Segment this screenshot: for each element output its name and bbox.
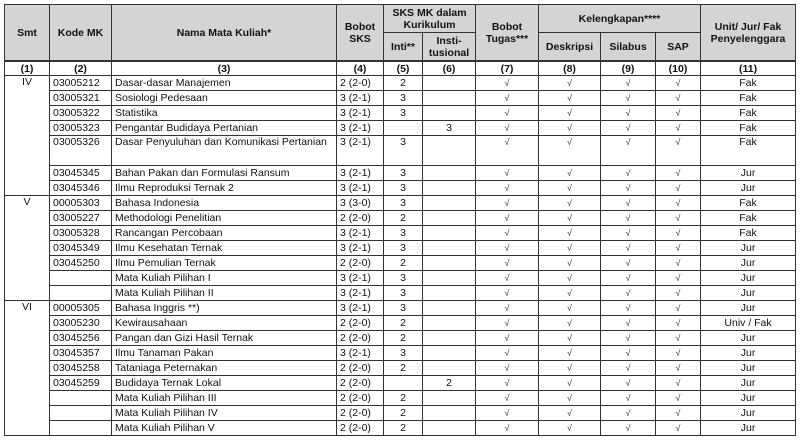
bobot-sks-cell: 2 (2-0) bbox=[337, 406, 384, 421]
kode-mk-cell: 00005305 bbox=[50, 301, 112, 316]
bobot-sks-cell: 3 (2-1) bbox=[337, 106, 384, 121]
inti-cell: 3 bbox=[384, 226, 423, 241]
deskripsi-check-icon: √ bbox=[539, 271, 601, 286]
header-bobot-sks: Bobot SKS bbox=[337, 5, 384, 62]
bobot-sks-cell: 2 (2-0) bbox=[337, 361, 384, 376]
table-row bbox=[5, 271, 796, 286]
table-row bbox=[5, 76, 796, 91]
institusional-cell bbox=[423, 196, 476, 211]
sap-check-icon: √ bbox=[656, 286, 701, 301]
deskripsi-check-icon: √ bbox=[539, 181, 601, 196]
unit-cell: Jur bbox=[701, 331, 796, 346]
unit-cell: Jur bbox=[701, 256, 796, 271]
nama-mk-cell: Tataniaga Peternakan bbox=[112, 361, 337, 376]
table-row bbox=[5, 121, 796, 136]
column-number: (2) bbox=[50, 61, 112, 76]
bobot-tugas-check-icon: √ bbox=[476, 166, 539, 181]
silabus-check-icon: √ bbox=[601, 166, 656, 181]
bobot-tugas-check-icon: √ bbox=[476, 376, 539, 391]
deskripsi-check-icon: √ bbox=[539, 301, 601, 316]
kode-mk-cell: 03045250 bbox=[50, 256, 112, 271]
unit-cell: Fak bbox=[701, 121, 796, 136]
inti-cell: 2 bbox=[384, 316, 423, 331]
bobot-sks-cell: 3 (2-1) bbox=[337, 346, 384, 361]
silabus-check-icon: √ bbox=[601, 316, 656, 331]
sap-check-icon: √ bbox=[656, 241, 701, 256]
column-number: (7) bbox=[476, 61, 539, 76]
institusional-cell bbox=[423, 91, 476, 106]
bobot-sks-cell: 3 (2-1) bbox=[337, 166, 384, 181]
kode-mk-cell: 03005230 bbox=[50, 316, 112, 331]
bobot-tugas-check-icon: √ bbox=[476, 106, 539, 121]
bobot-tugas-check-icon: √ bbox=[476, 136, 539, 166]
sap-check-icon: √ bbox=[656, 181, 701, 196]
table-row bbox=[5, 301, 796, 316]
sap-check-icon: √ bbox=[656, 166, 701, 181]
column-number: (3) bbox=[112, 61, 337, 76]
bobot-tugas-check-icon: √ bbox=[476, 316, 539, 331]
sap-check-icon: √ bbox=[656, 136, 701, 166]
semester-cell: IV bbox=[5, 76, 50, 196]
institusional-cell bbox=[423, 391, 476, 406]
nama-mk-cell: Mata Kuliah Pilihan II bbox=[112, 286, 337, 301]
inti-cell: 2 bbox=[384, 76, 423, 91]
kode-mk-cell: 03005322 bbox=[50, 106, 112, 121]
column-number: (9) bbox=[601, 61, 656, 76]
bobot-sks-cell: 2 (2-0) bbox=[337, 331, 384, 346]
unit-cell: Fak bbox=[701, 136, 796, 166]
header-sap: SAP bbox=[656, 33, 701, 62]
institusional-cell bbox=[423, 301, 476, 316]
table-row bbox=[5, 211, 796, 226]
nama-mk-cell: Rancangan Percobaan bbox=[112, 226, 337, 241]
deskripsi-check-icon: √ bbox=[539, 106, 601, 121]
table-row bbox=[5, 91, 796, 106]
bobot-sks-cell: 2 (2-0) bbox=[337, 391, 384, 406]
bobot-tugas-check-icon: √ bbox=[476, 331, 539, 346]
silabus-check-icon: √ bbox=[601, 196, 656, 211]
deskripsi-check-icon: √ bbox=[539, 346, 601, 361]
unit-cell: Fak bbox=[701, 76, 796, 91]
sap-check-icon: √ bbox=[656, 91, 701, 106]
header-kelengkapan: Kelengkapan**** bbox=[539, 5, 701, 33]
kode-mk-cell: 03045357 bbox=[50, 346, 112, 361]
inti-cell: 3 bbox=[384, 91, 423, 106]
deskripsi-check-icon: √ bbox=[539, 241, 601, 256]
bobot-sks-cell: 3 (2-1) bbox=[337, 241, 384, 256]
silabus-check-icon: √ bbox=[601, 421, 656, 436]
inti-cell: 2 bbox=[384, 361, 423, 376]
nama-mk-cell: Methodologi Penelitian bbox=[112, 211, 337, 226]
column-number: (5) bbox=[384, 61, 423, 76]
unit-cell: Fak bbox=[701, 106, 796, 121]
silabus-check-icon: √ bbox=[601, 136, 656, 166]
nama-mk-cell: Bahasa Indonesia bbox=[112, 196, 337, 211]
sap-check-icon: √ bbox=[656, 121, 701, 136]
column-number-row bbox=[5, 61, 796, 76]
sap-check-icon: √ bbox=[656, 106, 701, 121]
sap-check-icon: √ bbox=[656, 226, 701, 241]
deskripsi-check-icon: √ bbox=[539, 76, 601, 91]
silabus-check-icon: √ bbox=[601, 361, 656, 376]
bobot-sks-cell: 2 (2-0) bbox=[337, 316, 384, 331]
inti-cell: 3 bbox=[384, 166, 423, 181]
sap-check-icon: √ bbox=[656, 301, 701, 316]
table-body bbox=[5, 61, 796, 436]
bobot-tugas-check-icon: √ bbox=[476, 361, 539, 376]
table-row bbox=[5, 316, 796, 331]
table-header bbox=[5, 5, 796, 62]
silabus-check-icon: √ bbox=[601, 106, 656, 121]
header-sks-kurikulum: SKS MK dalam Kurikulum bbox=[384, 5, 476, 33]
nama-mk-cell: Statistika bbox=[112, 106, 337, 121]
deskripsi-check-icon: √ bbox=[539, 121, 601, 136]
silabus-check-icon: √ bbox=[601, 286, 656, 301]
table-row bbox=[5, 241, 796, 256]
sap-check-icon: √ bbox=[656, 256, 701, 271]
bobot-tugas-check-icon: √ bbox=[476, 121, 539, 136]
kode-mk-cell: 03045345 bbox=[50, 166, 112, 181]
bobot-tugas-check-icon: √ bbox=[476, 286, 539, 301]
deskripsi-check-icon: √ bbox=[539, 406, 601, 421]
header-deskripsi: Deskripsi bbox=[539, 33, 601, 62]
column-number: (11) bbox=[701, 61, 796, 76]
table-row bbox=[5, 196, 796, 211]
header-bobot-tugas: Bobot Tugas*** bbox=[476, 5, 539, 62]
silabus-check-icon: √ bbox=[601, 241, 656, 256]
institusional-cell bbox=[423, 211, 476, 226]
bobot-sks-cell: 3 (2-1) bbox=[337, 226, 384, 241]
sap-check-icon: √ bbox=[656, 406, 701, 421]
deskripsi-check-icon: √ bbox=[539, 136, 601, 166]
institusional-cell bbox=[423, 181, 476, 196]
nama-mk-cell: Dasar Penyuluhan dan Komunikasi Pertanian bbox=[112, 136, 337, 166]
unit-cell: Fak bbox=[701, 211, 796, 226]
silabus-check-icon: √ bbox=[601, 406, 656, 421]
kode-mk-cell bbox=[50, 286, 112, 301]
bobot-tugas-check-icon: √ bbox=[476, 271, 539, 286]
silabus-check-icon: √ bbox=[601, 331, 656, 346]
table-row bbox=[5, 421, 796, 436]
institusional-cell bbox=[423, 316, 476, 331]
unit-cell: Univ / Fak bbox=[701, 316, 796, 331]
table-row bbox=[5, 136, 796, 166]
unit-cell: Jur bbox=[701, 361, 796, 376]
inti-cell bbox=[384, 121, 423, 136]
institusional-cell bbox=[423, 136, 476, 166]
inti-cell: 2 bbox=[384, 406, 423, 421]
bobot-tugas-check-icon: √ bbox=[476, 346, 539, 361]
silabus-check-icon: √ bbox=[601, 181, 656, 196]
kode-mk-cell: 03045256 bbox=[50, 331, 112, 346]
institusional-cell bbox=[423, 271, 476, 286]
sap-check-icon: √ bbox=[656, 421, 701, 436]
deskripsi-check-icon: √ bbox=[539, 286, 601, 301]
sap-check-icon: √ bbox=[656, 376, 701, 391]
unit-cell: Jur bbox=[701, 286, 796, 301]
column-number: (4) bbox=[337, 61, 384, 76]
silabus-check-icon: √ bbox=[601, 76, 656, 91]
institusional-cell bbox=[423, 166, 476, 181]
nama-mk-cell: Kewirausahaan bbox=[112, 316, 337, 331]
bobot-sks-cell: 2 (2-0) bbox=[337, 211, 384, 226]
header-institusional: Insti-tusional bbox=[423, 33, 476, 62]
bobot-tugas-check-icon: √ bbox=[476, 421, 539, 436]
institusional-cell bbox=[423, 331, 476, 346]
silabus-check-icon: √ bbox=[601, 256, 656, 271]
bobot-sks-cell: 3 (2-1) bbox=[337, 121, 384, 136]
unit-cell: Jur bbox=[701, 241, 796, 256]
unit-cell: Jur bbox=[701, 376, 796, 391]
unit-cell: Jur bbox=[701, 271, 796, 286]
nama-mk-cell: Pengantar Budidaya Pertanian bbox=[112, 121, 337, 136]
silabus-check-icon: √ bbox=[601, 121, 656, 136]
inti-cell: 3 bbox=[384, 271, 423, 286]
institusional-cell bbox=[423, 256, 476, 271]
institusional-cell bbox=[423, 226, 476, 241]
unit-cell: Jur bbox=[701, 346, 796, 361]
nama-mk-cell: Ilmu Pemulian Ternak bbox=[112, 256, 337, 271]
inti-cell: 3 bbox=[384, 241, 423, 256]
table-row bbox=[5, 166, 796, 181]
header-silabus: Silabus bbox=[601, 33, 656, 62]
bobot-sks-cell: 3 (2-1) bbox=[337, 301, 384, 316]
sap-check-icon: √ bbox=[656, 211, 701, 226]
institusional-cell: 3 bbox=[423, 121, 476, 136]
semester-cell: VI bbox=[5, 301, 50, 436]
kode-mk-cell: 03005323 bbox=[50, 121, 112, 136]
sap-check-icon: √ bbox=[656, 196, 701, 211]
deskripsi-check-icon: √ bbox=[539, 361, 601, 376]
inti-cell: 2 bbox=[384, 256, 423, 271]
deskripsi-check-icon: √ bbox=[539, 166, 601, 181]
nama-mk-cell: Ilmu Tanaman Pakan bbox=[112, 346, 337, 361]
table-row bbox=[5, 256, 796, 271]
kode-mk-cell: 00005303 bbox=[50, 196, 112, 211]
unit-cell: Jur bbox=[701, 391, 796, 406]
header-kode-mk: Kode MK bbox=[50, 5, 112, 62]
deskripsi-check-icon: √ bbox=[539, 211, 601, 226]
silabus-check-icon: √ bbox=[601, 271, 656, 286]
unit-cell: Jur bbox=[701, 301, 796, 316]
unit-cell: Jur bbox=[701, 406, 796, 421]
bobot-tugas-check-icon: √ bbox=[476, 196, 539, 211]
deskripsi-check-icon: √ bbox=[539, 226, 601, 241]
bobot-sks-cell: 2 (2-0) bbox=[337, 256, 384, 271]
nama-mk-cell: Pangan dan Gizi Hasil Ternak bbox=[112, 331, 337, 346]
bobot-sks-cell: 3 (2-1) bbox=[337, 91, 384, 106]
table-row bbox=[5, 406, 796, 421]
bobot-tugas-check-icon: √ bbox=[476, 391, 539, 406]
sap-check-icon: √ bbox=[656, 76, 701, 91]
kode-mk-cell bbox=[50, 406, 112, 421]
table-row bbox=[5, 226, 796, 241]
table-row bbox=[5, 391, 796, 406]
kode-mk-cell: 03005227 bbox=[50, 211, 112, 226]
bobot-sks-cell: 3 (2-1) bbox=[337, 136, 384, 166]
institusional-cell bbox=[423, 361, 476, 376]
inti-cell: 3 bbox=[384, 196, 423, 211]
inti-cell: 2 bbox=[384, 211, 423, 226]
sap-check-icon: √ bbox=[656, 391, 701, 406]
silabus-check-icon: √ bbox=[601, 91, 656, 106]
silabus-check-icon: √ bbox=[601, 391, 656, 406]
column-number: (8) bbox=[539, 61, 601, 76]
unit-cell: Jur bbox=[701, 421, 796, 436]
deskripsi-check-icon: √ bbox=[539, 91, 601, 106]
silabus-check-icon: √ bbox=[601, 211, 656, 226]
nama-mk-cell: Bahasa Inggris **) bbox=[112, 301, 337, 316]
bobot-sks-cell: 3 (2-1) bbox=[337, 286, 384, 301]
inti-cell: 3 bbox=[384, 106, 423, 121]
kode-mk-cell: 03005328 bbox=[50, 226, 112, 241]
institusional-cell bbox=[423, 76, 476, 91]
deskripsi-check-icon: √ bbox=[539, 391, 601, 406]
bobot-tugas-check-icon: √ bbox=[476, 211, 539, 226]
deskripsi-check-icon: √ bbox=[539, 376, 601, 391]
table-row bbox=[5, 361, 796, 376]
bobot-tugas-check-icon: √ bbox=[476, 301, 539, 316]
bobot-sks-cell: 3 (2-1) bbox=[337, 271, 384, 286]
institusional-cell bbox=[423, 421, 476, 436]
bobot-tugas-check-icon: √ bbox=[476, 406, 539, 421]
bobot-tugas-check-icon: √ bbox=[476, 226, 539, 241]
column-number: (1) bbox=[5, 61, 50, 76]
header-unit: Unit/ Jur/ Fak Penyelenggara bbox=[701, 5, 796, 62]
bobot-sks-cell: 2 (2-0) bbox=[337, 421, 384, 436]
nama-mk-cell: Sosiologi Pedesaan bbox=[112, 91, 337, 106]
unit-cell: Jur bbox=[701, 181, 796, 196]
kode-mk-cell bbox=[50, 271, 112, 286]
deskripsi-check-icon: √ bbox=[539, 331, 601, 346]
unit-cell: Fak bbox=[701, 91, 796, 106]
kode-mk-cell: 03005326 bbox=[50, 136, 112, 166]
nama-mk-cell: Budidaya Ternak Lokal bbox=[112, 376, 337, 391]
sap-check-icon: √ bbox=[656, 331, 701, 346]
bobot-sks-cell: 2 (2-0) bbox=[337, 76, 384, 91]
kode-mk-cell: 03045259 bbox=[50, 376, 112, 391]
table-row bbox=[5, 331, 796, 346]
institusional-cell bbox=[423, 286, 476, 301]
inti-cell: 2 bbox=[384, 421, 423, 436]
semester-cell: V bbox=[5, 196, 50, 301]
kode-mk-cell: 03045258 bbox=[50, 361, 112, 376]
inti-cell: 2 bbox=[384, 331, 423, 346]
table-row bbox=[5, 346, 796, 361]
sap-check-icon: √ bbox=[656, 316, 701, 331]
bobot-tugas-check-icon: √ bbox=[476, 91, 539, 106]
sap-check-icon: √ bbox=[656, 361, 701, 376]
inti-cell: 3 bbox=[384, 136, 423, 166]
table-row bbox=[5, 181, 796, 196]
kode-mk-cell: 03045346 bbox=[50, 181, 112, 196]
nama-mk-cell: Mata Kuliah Pilihan IV bbox=[112, 406, 337, 421]
bobot-tugas-check-icon: √ bbox=[476, 76, 539, 91]
inti-cell bbox=[384, 376, 423, 391]
inti-cell: 3 bbox=[384, 286, 423, 301]
institusional-cell bbox=[423, 106, 476, 121]
column-number: (6) bbox=[423, 61, 476, 76]
header-smt: Smt bbox=[5, 5, 50, 62]
sap-check-icon: √ bbox=[656, 346, 701, 361]
bobot-sks-cell: 3 (2-1) bbox=[337, 181, 384, 196]
sap-check-icon: √ bbox=[656, 271, 701, 286]
bobot-sks-cell: 3 (3-0) bbox=[337, 196, 384, 211]
nama-mk-cell: Ilmu Kesehatan Ternak bbox=[112, 241, 337, 256]
bobot-tugas-check-icon: √ bbox=[476, 181, 539, 196]
nama-mk-cell: Bahan Pakan dan Formulasi Ransum bbox=[112, 166, 337, 181]
table-row bbox=[5, 376, 796, 391]
silabus-check-icon: √ bbox=[601, 301, 656, 316]
header-inti: Inti** bbox=[384, 33, 423, 62]
deskripsi-check-icon: √ bbox=[539, 196, 601, 211]
bobot-tugas-check-icon: √ bbox=[476, 256, 539, 271]
header-nama-mk: Nama Mata Kuliah* bbox=[112, 5, 337, 62]
deskripsi-check-icon: √ bbox=[539, 421, 601, 436]
bobot-sks-cell: 2 (2-0) bbox=[337, 376, 384, 391]
nama-mk-cell: Ilmu Reproduksi Ternak 2 bbox=[112, 181, 337, 196]
unit-cell: Fak bbox=[701, 196, 796, 211]
nama-mk-cell: Mata Kuliah Pilihan V bbox=[112, 421, 337, 436]
table-row bbox=[5, 106, 796, 121]
inti-cell: 3 bbox=[384, 301, 423, 316]
kode-mk-cell: 03045349 bbox=[50, 241, 112, 256]
unit-cell: Jur bbox=[701, 166, 796, 181]
inti-cell: 2 bbox=[384, 391, 423, 406]
institusional-cell bbox=[423, 406, 476, 421]
unit-cell: Fak bbox=[701, 226, 796, 241]
institusional-cell bbox=[423, 241, 476, 256]
column-number: (10) bbox=[656, 61, 701, 76]
curriculum-table bbox=[4, 4, 796, 436]
institusional-cell bbox=[423, 346, 476, 361]
kode-mk-cell bbox=[50, 391, 112, 406]
silabus-check-icon: √ bbox=[601, 226, 656, 241]
silabus-check-icon: √ bbox=[601, 376, 656, 391]
kode-mk-cell bbox=[50, 421, 112, 436]
kode-mk-cell: 03005212 bbox=[50, 76, 112, 91]
nama-mk-cell: Mata Kuliah Pilihan III bbox=[112, 391, 337, 406]
deskripsi-check-icon: √ bbox=[539, 316, 601, 331]
kode-mk-cell: 03005321 bbox=[50, 91, 112, 106]
nama-mk-cell: Dasar-dasar Manajemen bbox=[112, 76, 337, 91]
inti-cell: 3 bbox=[384, 346, 423, 361]
deskripsi-check-icon: √ bbox=[539, 256, 601, 271]
table-row bbox=[5, 286, 796, 301]
bobot-tugas-check-icon: √ bbox=[476, 241, 539, 256]
institusional-cell: 2 bbox=[423, 376, 476, 391]
inti-cell: 3 bbox=[384, 181, 423, 196]
silabus-check-icon: √ bbox=[601, 346, 656, 361]
nama-mk-cell: Mata Kuliah Pilihan I bbox=[112, 271, 337, 286]
